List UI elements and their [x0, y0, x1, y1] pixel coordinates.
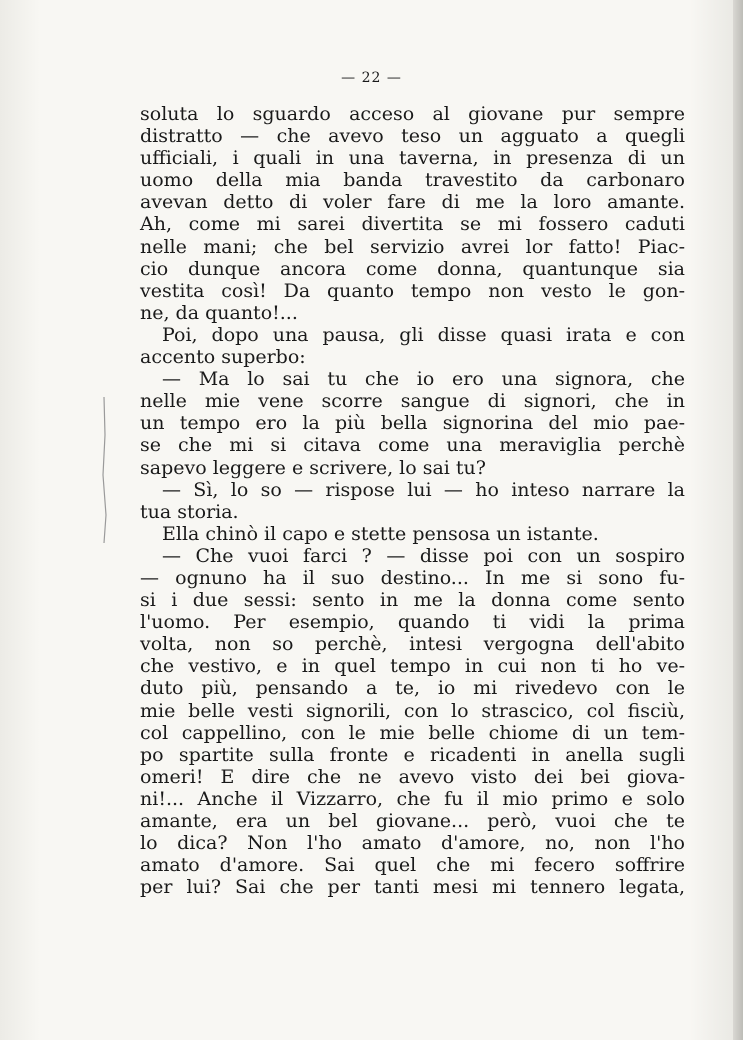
text-line: nelle mani; che bel servizio avrei lor fatto! Piac- — [140, 235, 685, 258]
text-line: volta, non so perchè, intesi vergogna dell'abito — [140, 633, 685, 656]
text-line: omeri! E dire che ne avevo visto dei bei giova- — [140, 765, 685, 788]
page-number: — 22 — — [341, 70, 402, 86]
text-line: — Ma lo sai tu che io ero una signora, che — [162, 368, 685, 391]
text-line: duto più, pensando a te, io mi rivedevo con le — [140, 677, 685, 700]
text-line: l'uomo. Per esempio, quando ti vidi la prima — [140, 611, 685, 634]
text-line: ni!... Anche il Vizzarro, che fu il mio primo e solo — [140, 787, 685, 810]
margin-pencil-mark — [100, 395, 112, 545]
text-line: — Sì, lo so — rispose lui — ho inteso narrare la — [162, 478, 685, 501]
text-line: sapevo leggere e scrivere, lo sai tu? — [140, 456, 486, 479]
text-line: se che mi si citava come una meraviglia perchè — [140, 434, 685, 457]
text-line: — ognuno ha il suo destino... In me si sono fu- — [140, 566, 685, 589]
text-line: tua storia. — [140, 500, 239, 523]
text-line: un tempo ero la più bella signorina del mio pae- — [140, 412, 685, 435]
text-line: po spartite sulla fronte e ricadenti in anella sugli — [140, 743, 685, 766]
text-line: Poi, dopo una pausa, gli disse quasi irata e con — [162, 323, 685, 346]
text-line: avevan detto di voler fare di me la loro amante. — [140, 191, 685, 214]
text-line: mie belle vesti signorili, con lo strascico, col fisciù, — [140, 699, 685, 722]
text-line: soluta lo sguardo acceso al giovane pur sempre — [140, 103, 685, 125]
text-line: amante, era un bel giovane... però, vuoi che te — [140, 810, 685, 832]
text-line: si i due sessi: sento in me la donna come sento — [140, 589, 685, 612]
text-line: nelle mie vene scorre sangue di signori, che in — [140, 390, 685, 413]
text-line: Ah, come mi sarei divertita se mi fossero caduti — [140, 213, 685, 236]
text-line: che vestivo, e in quel tempo in cui non ti ho ve- — [140, 655, 685, 678]
body-text — [140, 103, 685, 898]
text-line: per lui? Sai che per tanti mesi mi tennero legata, — [140, 876, 685, 899]
text-line: uomo della mia banda travestito da carbonaro — [140, 169, 685, 192]
text-line: — Che vuoi farci ? — disse poi con un sospiro — [162, 544, 685, 567]
text-line: ufficiali, i quali in una taverna, in presenza di un — [140, 147, 685, 170]
text-line: lo dica? Non l'ho amato d'amore, no, non l'ho — [140, 832, 685, 855]
text-line: col cappellino, con le mie belle chiome di un tem- — [140, 721, 685, 744]
page-edge-shadow — [733, 0, 743, 1040]
text-line: amato d'amore. Sai quel che mi fecero soffrire — [140, 854, 685, 877]
text-line: vestita così! Da quanto tempo non vesto le gon- — [140, 279, 685, 302]
text-line: ne, da quanto!... — [140, 301, 298, 324]
text-line: Ella chinò il capo e stette pensosa un istante. — [162, 522, 599, 545]
text-line: accento superbo: — [140, 346, 306, 369]
text-line: cio dunque ancora come donna, quantunque sia — [140, 257, 685, 280]
text-line: distratto — che avevo teso un agguato a quegli — [140, 125, 685, 148]
